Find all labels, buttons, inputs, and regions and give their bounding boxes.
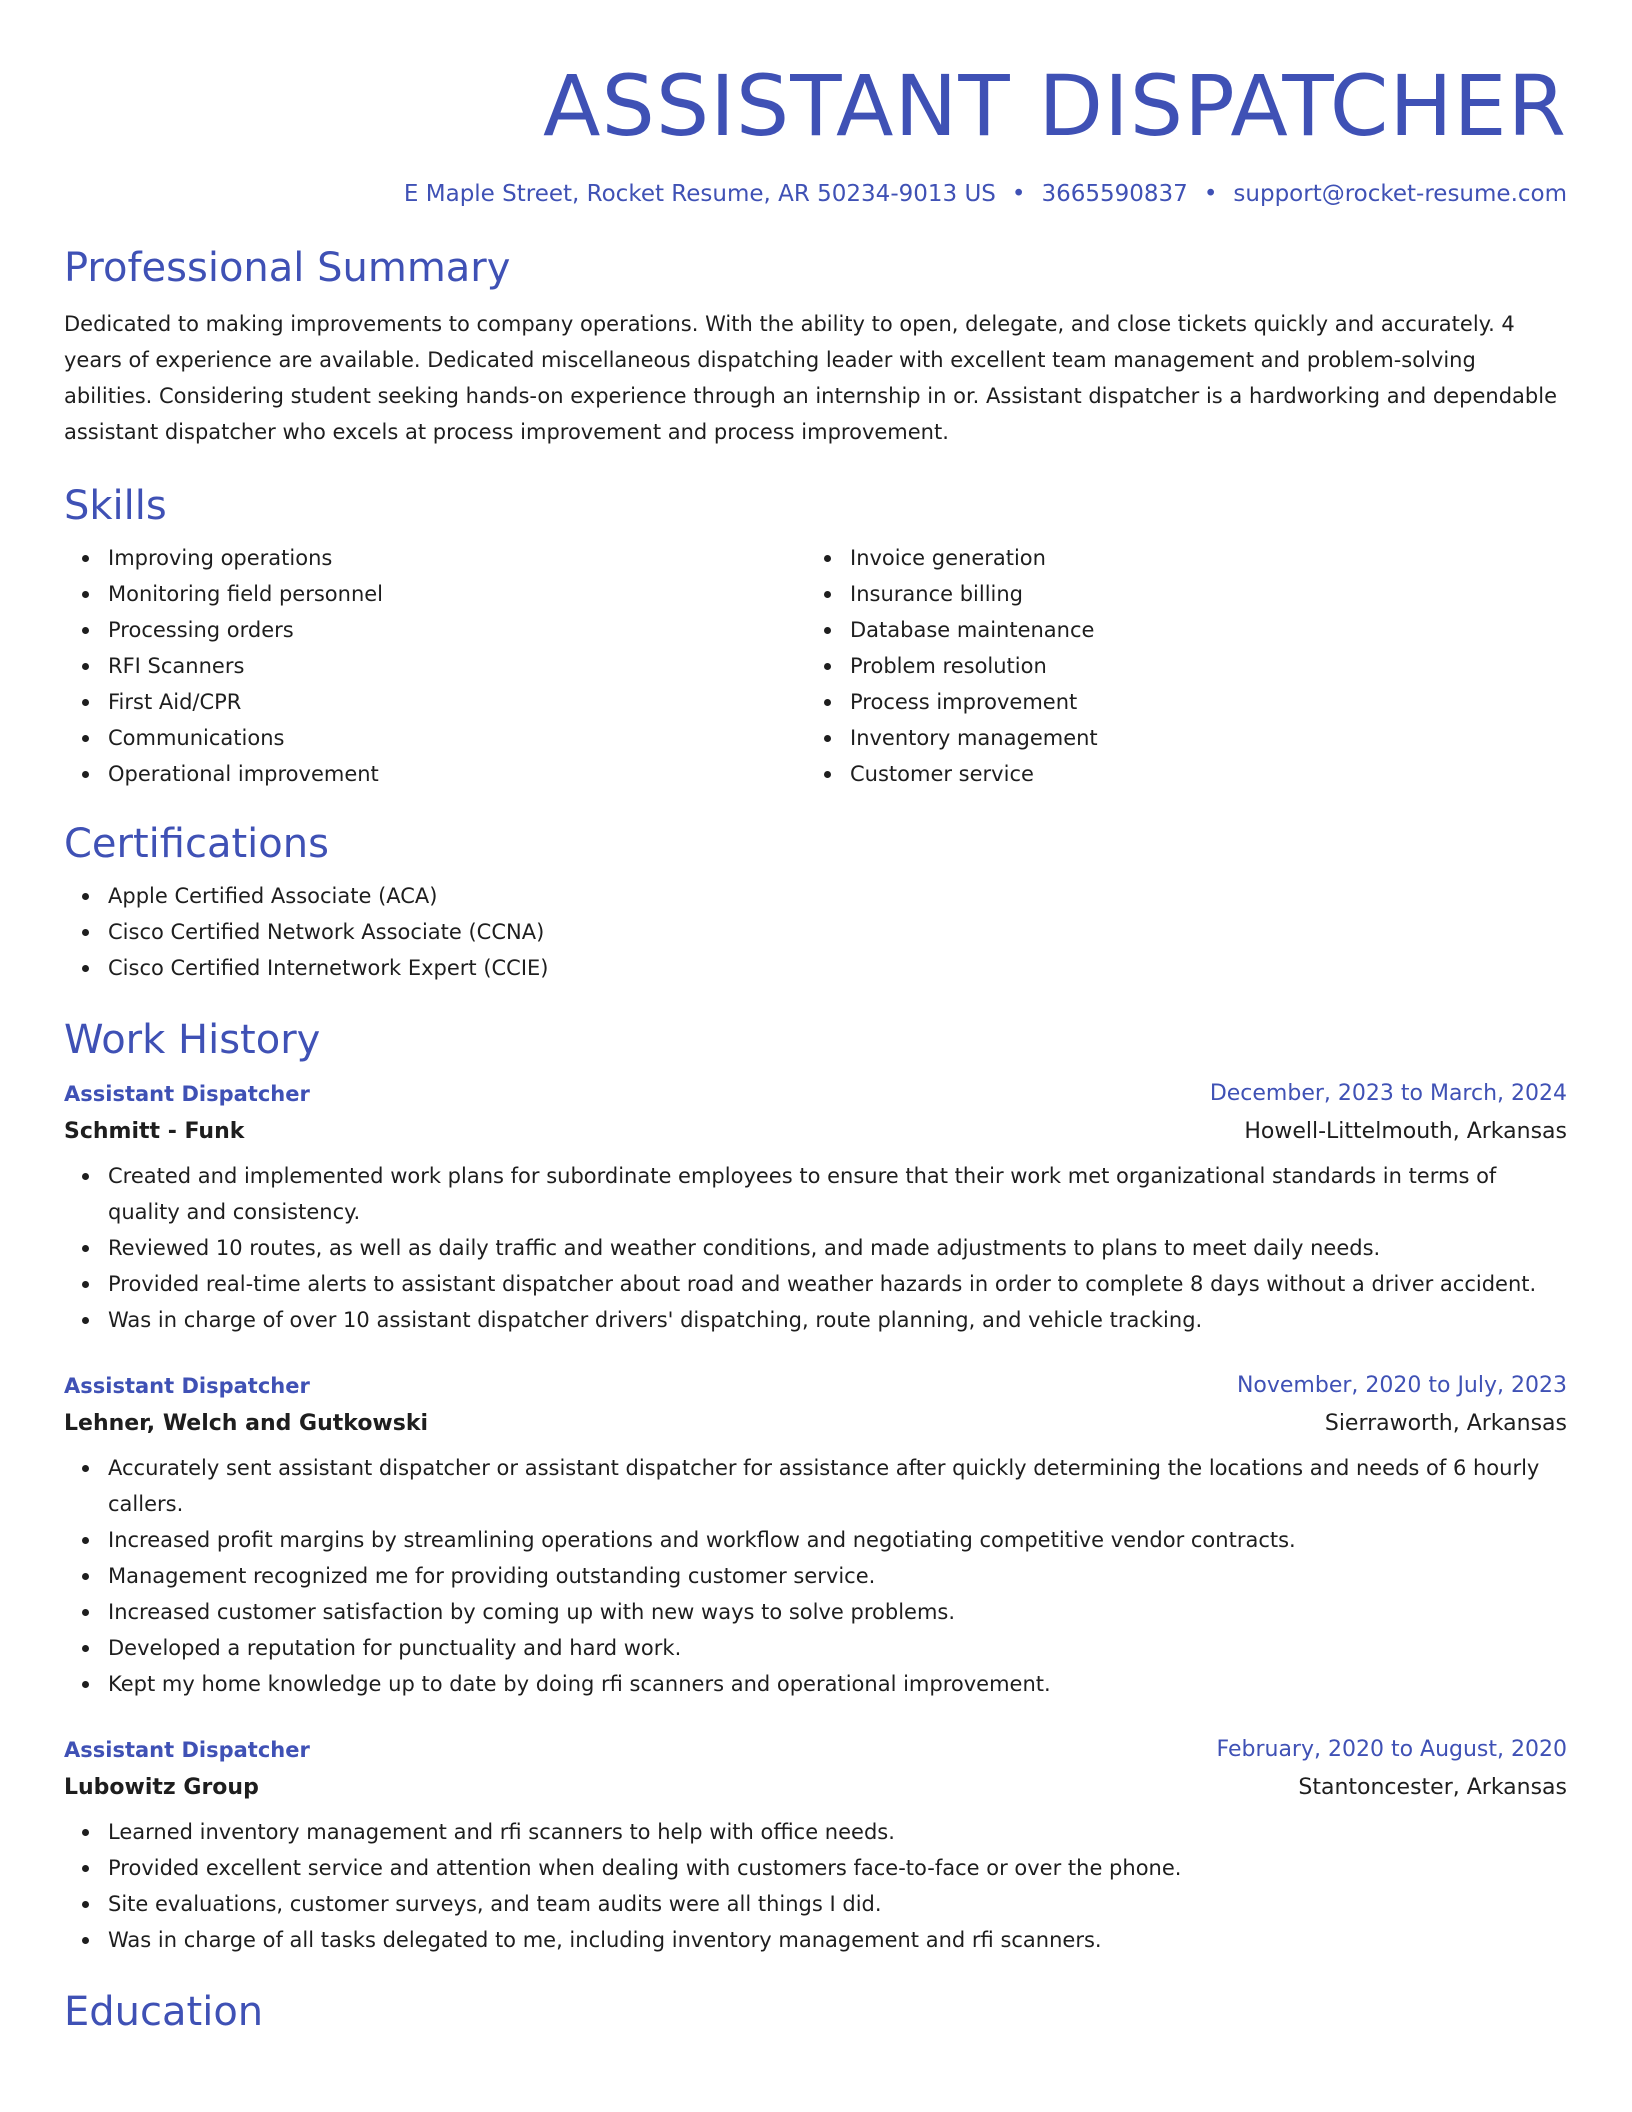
skills-section [64, 482, 1567, 792]
skill-item: RFI Scanners [64, 648, 806, 684]
email-link[interactable]: support@rocket-resume.com [1233, 181, 1567, 207]
skill-item: Operational improvement [64, 756, 806, 792]
job-bullet: Increased customer satisfaction by coming up with new ways to solve problems. [64, 1594, 1567, 1630]
job-entry [64, 1370, 1567, 1702]
skill-item: Problem resolution [806, 648, 1548, 684]
skill-item: Improving operations [64, 540, 806, 576]
summary-text: Dedicated to making improvements to company operations. With the ability to open, delegate, and close tickets quickly and accurately. 4 years of experience are available. Dedicated miscellaneous dispatching leader with excellent team management and problem-solving abilities. Considering student seeking hands-on experience through an internship in or. Assistant dispatcher is a hardworking and dependable assistant dispatcher who excels at process improvement and process improvement. [64, 312, 1557, 444]
skill-item: Database maintenance [806, 612, 1548, 648]
resume-page [64, 0, 1567, 2036]
section-heading: Skills [64, 483, 167, 529]
summary-section [64, 244, 1567, 450]
job-subheader [64, 1116, 1567, 1148]
job-header [64, 1078, 1567, 1110]
skills-list-right [806, 540, 1548, 792]
skill-item: Communications [64, 720, 806, 756]
job-header [64, 1734, 1567, 1766]
job-bullet: Created and implemented work plans for subordinate employees to ensure that their work met organizational standards in terms of quality and consistency. [64, 1158, 1567, 1230]
job-dates: February, 2020 to August, 2020 [1216, 1737, 1567, 1762]
job-header [64, 1370, 1567, 1402]
job-bullet: Developed a reputation for punctuality and hard work. [64, 1630, 1567, 1666]
contact-line [64, 178, 1567, 210]
separator: • [1011, 181, 1026, 207]
job-bullet: Provided excellent service and attention when dealing with customers face-to-face or over the phone. [64, 1850, 1567, 1886]
job-title: Assistant Dispatcher [64, 1738, 310, 1762]
job-dates: November, 2020 to July, 2023 [1236, 1373, 1567, 1398]
job-company: Schmitt - Funk [64, 1119, 245, 1144]
job-bullet: Accurately sent assistant dispatcher or assistant dispatcher for assistance after quickly determining the locations and needs of 6 hourly callers. [64, 1450, 1567, 1522]
job-bullet: Increased profit margins by streamlining operations and workflow and negotiating competitive vendor contracts. [64, 1522, 1567, 1558]
skill-item: Processing orders [64, 612, 806, 648]
job-bullets [64, 1450, 1567, 1702]
skill-item: Monitoring field personnel [64, 576, 806, 612]
job-entry [64, 1078, 1567, 1338]
certification-item: Cisco Certified Network Associate (CCNA) [64, 914, 1567, 950]
skill-item: First Aid/CPR [64, 684, 806, 720]
certification-item: Cisco Certified Internetwork Expert (CCIE) [64, 950, 1567, 986]
skills-grid [64, 540, 1567, 792]
job-subheader [64, 1408, 1567, 1440]
phone: 3665590837 [1041, 181, 1188, 207]
job-bullet: Was in charge of all tasks delegated to me, including inventory management and rfi scanners. [64, 1922, 1567, 1958]
job-subheader [64, 1772, 1567, 1804]
job-dates: December, 2023 to March, 2024 [1209, 1081, 1567, 1106]
skills-list-left [64, 540, 806, 792]
job-location: Howell-Littelmouth, Arkansas [1244, 1119, 1567, 1144]
section-heading: Education [64, 1989, 264, 2035]
skill-item: Customer service [806, 756, 1548, 792]
work-history-section [64, 1016, 1567, 1958]
job-bullet: Kept my home knowledge up to date by doing rfi scanners and operational improvement. [64, 1666, 1567, 1702]
skill-item: Insurance billing [806, 576, 1548, 612]
address: E Maple Street, Rocket Resume, AR 50234-9013 US [403, 181, 996, 207]
skill-item: Inventory management [806, 720, 1548, 756]
job-bullet: Was in charge of over 10 assistant dispatcher drivers' dispatching, route planning, and vehicle tracking. [64, 1302, 1567, 1338]
education-section [64, 1988, 1567, 2036]
job-company: Lubowitz Group [64, 1775, 259, 1800]
job-bullets [64, 1814, 1567, 1958]
job-title: Assistant Dispatcher [64, 1374, 310, 1398]
certifications-list [64, 878, 1567, 986]
job-entry [64, 1734, 1567, 1958]
job-bullet: Site evaluations, customer surveys, and team audits were all things I did. [64, 1886, 1567, 1922]
job-bullet: Management recognized me for providing outstanding customer service. [64, 1558, 1567, 1594]
skill-item: Invoice generation [806, 540, 1548, 576]
certifications-section [64, 820, 1567, 986]
job-location: Stantoncester, Arkansas [1298, 1775, 1567, 1800]
candidate-name: ASSISTANT DISPATCHER [543, 57, 1567, 155]
job-bullets [64, 1158, 1567, 1338]
section-heading: Certifications [64, 821, 329, 867]
section-heading: Work History [64, 1017, 321, 1063]
job-company: Lehner, Welch and Gutkowski [64, 1411, 429, 1436]
job-bullet: Provided real-time alerts to assistant dispatcher about road and weather hazards in order to complete 8 days without a driver accident. [64, 1266, 1567, 1302]
job-bullet: Reviewed 10 routes, as well as daily traffic and weather conditions, and made adjustments to plans to meet daily needs. [64, 1230, 1567, 1266]
skill-item: Process improvement [806, 684, 1548, 720]
section-heading: Professional Summary [64, 245, 511, 291]
separator: • [1203, 181, 1218, 207]
job-title: Assistant Dispatcher [64, 1082, 310, 1106]
job-location: Sierraworth, Arkansas [1324, 1411, 1567, 1436]
job-bullet: Learned inventory management and rfi scanners to help with office needs. [64, 1814, 1567, 1850]
certification-item: Apple Certified Associate (ACA) [64, 878, 1567, 914]
